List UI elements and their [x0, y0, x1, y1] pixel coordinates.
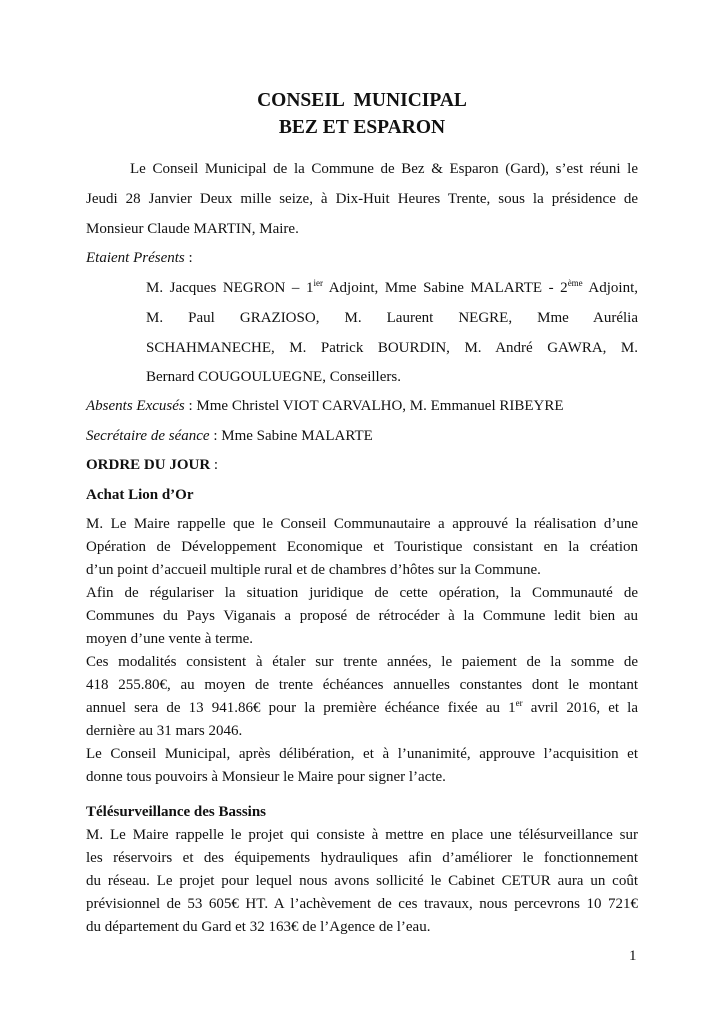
absents-label: Absents Excusés: [86, 398, 185, 414]
absents-line: [86, 397, 638, 415]
section1-line-1: M. Le Maire rappelle que le Conseil Communautaire a approuvé la réalisation d’une: [86, 516, 638, 532]
secretaire-line: [86, 427, 638, 445]
section1-line-2: Opération de Développement Economique et Touristique consistant en la création: [86, 539, 638, 555]
section1-heading: [86, 486, 638, 504]
intro-line-2: Jeudi 28 Janvier Deux mille seize, à Dix-Huit Heures Trente, sous la présidence de: [86, 191, 638, 207]
title-line-2: BEZ ET ESPARON: [278, 117, 446, 138]
absents-text: : Mme Christel VIOT CARVALHO, M. Emmanuel RIBEYRE: [184, 398, 564, 414]
section2-heading: [86, 803, 638, 821]
presents-heading: [86, 249, 638, 267]
ordinal-sup-2: ème: [567, 278, 583, 288]
intro-line-1: Le Conseil Municipal de la Commune de Bez & Esparon (Gard), s’est réuni le: [130, 161, 638, 177]
presents-line-2: M. Paul GRAZIOSO, M. Laurent NEGRE, Mme Aurélia: [146, 310, 638, 326]
section2-heading-text: Télésurveillance des Bassins: [86, 804, 267, 820]
presents-sep: :: [184, 250, 193, 266]
page-number: 1: [629, 948, 637, 964]
section1-line-9: [86, 699, 638, 717]
section1-heading-text: Achat Lion d’Or: [86, 487, 194, 503]
document-title: [86, 87, 638, 141]
presents-line-1-c: Adjoint,: [582, 280, 639, 296]
presents-label: Etaient Présents: [86, 250, 185, 266]
secretaire-text: : Mme Sabine MALARTE: [209, 428, 373, 444]
ordinal-sup-3: er: [515, 698, 523, 708]
section2-line-4: prévisionnel de 53 605€ HT. A l’achèvement de ces travaux, nous percevrons 10 721€: [86, 896, 638, 912]
section1-line-9-a: annuel sera de 13 941.86€ pour la première échéance fixée au 1: [86, 700, 516, 716]
ordinal-sup-1: ier: [313, 278, 323, 288]
section1-line-4: Afin de régulariser la situation juridique de cette opération, la Communauté de: [86, 585, 638, 601]
title-line-1: CONSEIL MUNICIPAL: [257, 90, 467, 111]
section2-line-5: du département du Gard et 32 163€ de l’Agence de l’eau.: [86, 919, 431, 935]
presents-line-1-a: M. Jacques NEGRON – 1: [146, 280, 314, 296]
ordre-label: ORDRE DU JOUR: [86, 457, 211, 473]
section1-line-9-b: avril 2016, et la: [522, 700, 638, 716]
section2-line-3: du réseau. Le projet pour lequel nous avons sollicité le Cabinet CETUR aura un coût: [86, 873, 638, 889]
intro-line-3: Monsieur Claude MARTIN, Maire.: [86, 221, 299, 237]
section1-line-12: donne tous pouvoirs à Monsieur le Maire pour signer l’acte.: [86, 769, 446, 785]
ordre-du-jour: [86, 456, 638, 474]
section1-line-6: moyen d’une vente à terme.: [86, 631, 254, 647]
ordre-sep: :: [210, 457, 219, 473]
section2-line-2: les réservoirs et des équipements hydrauliques afin d’améliorer le fonctionnement: [86, 850, 638, 866]
presents-line-4: Bernard COUGOULUEGNE, Conseillers.: [146, 369, 401, 385]
section2-line-1: M. Le Maire rappelle le projet qui consiste à mettre en place une télésurveillance sur: [86, 827, 638, 843]
secretaire-label: Secrétaire de séance: [86, 428, 210, 444]
section1-line-7: Ces modalités consistent à étaler sur trente années, le paiement de la somme de: [86, 654, 638, 670]
section1-line-10: dernière au 31 mars 2046.: [86, 723, 243, 739]
section1-line-11: Le Conseil Municipal, après délibération, et à l’unanimité, approuve l’acquisition et: [86, 746, 638, 762]
presents-line-1: [146, 279, 638, 297]
section1-line-5: Communes du Pays Viganais a proposé de rétrocéder à la Commune ledit bien au: [86, 608, 638, 624]
section1-line-3: d’un point d’accueil multiple rural et de chambres d’hôtes sur la Commune.: [86, 562, 541, 578]
presents-line-1-b: Adjoint, Mme Sabine MALARTE - 2: [322, 280, 568, 296]
presents-line-3: SCHAHMANECHE, M. Patrick BOURDIN, M. André GAWRA, M.: [146, 340, 638, 356]
section1-line-8: 418 255.80€, au moyen de trente échéances annuelles constantes dont le montant: [86, 677, 638, 693]
